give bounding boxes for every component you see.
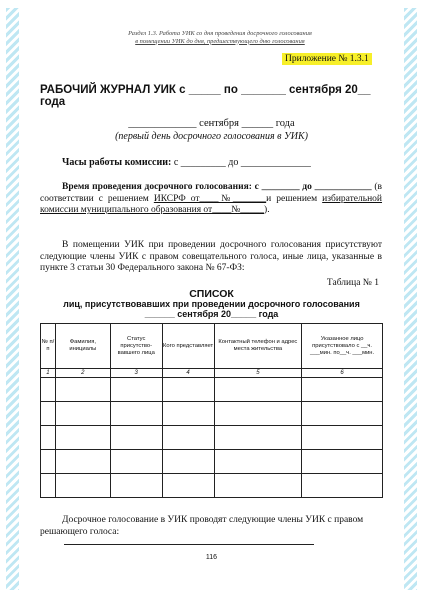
col-number-5: 5 [214,369,302,378]
page-number: 116 [205,554,218,561]
list-date: ______ сентября 20_____ года [144,309,279,319]
appendix-label: Приложение № 1.3.1 [282,53,372,65]
iksrf-decision: ИКСРФ от____№_______ [153,193,267,204]
attendees-paragraph: В помещении УИК при проведении досрочного голосования присутствуют следующие члены УИК с правом совещательного голоса, иные лица, указанные в пункте 3 статьи 30 Федерального закона № 67-ФЗ: [40,240,382,274]
list-title-block [0,289,423,319]
working-hours-value: с _________ до ______________ [173,157,311,168]
list-title: СПИСОК [189,288,234,300]
table-row [41,378,383,402]
col-number-6: 6 [302,369,383,378]
working-hours-label: Часы работы комиссии: [62,157,172,168]
table-number: Таблица № 1 [326,278,379,288]
table-row [41,426,383,450]
date-line: _____________ сентября ______ года [128,118,295,129]
col-header-contact: Контактный телефон и адрес места жительства [214,324,302,369]
col-header-represents: Кого представляет [162,324,214,369]
running-header-line-1: Раздел 1.3. Работа УИК со дня проведения досрочного голосования [128,30,312,37]
running-header [80,30,360,45]
running-header-line-2: в помещении УИК до дня, предшествующего дню голосования [135,37,305,45]
voting-time-text-2: и решением [266,193,323,204]
working-hours [62,157,311,168]
page-title: РАБОЧИЙ ЖУРНАЛ УИК с _____ по _______ сентября 20__ года [40,84,371,108]
table-numbering-row [41,369,383,378]
voting-time-paragraph [40,182,382,217]
voting-members-paragraph: Досрочное голосование в УИК проводят следующие члены УИК с правом решающего голоса: [40,515,364,537]
col-number-3: 3 [110,369,162,378]
col-number-4: 4 [162,369,214,378]
date-caption: (первый день досрочного голосования в УИК) [115,131,308,142]
col-number-1: 1 [41,369,56,378]
signature-line [64,544,314,545]
col-header-presence-time: Указанное лицо присутствовало с __ч. ___мин. по__ч. ___мин. [302,324,383,369]
table-row [41,402,383,426]
municipal-decision: избирательной комиссии муниципального образования от____№_____ [40,193,383,216]
col-number-2: 2 [55,369,110,378]
table-row [41,474,383,498]
table-header-row [41,324,383,369]
attendees-table [40,323,383,498]
table-row [41,450,383,474]
col-header-status: Статус присутство-вавшего лица [110,324,162,369]
list-subtitle: лиц, присутствовавших при проведении досрочного голосования [63,299,360,309]
col-header-name: Фамилия, инициалы [55,324,110,369]
voting-time-text-3: ). [264,205,270,216]
voting-time-bold: Время проведения досрочного голосования: с ________ до ____________ [62,182,372,192]
col-header-number: № п/ п [41,324,56,369]
voting-time-text-1: (в соответствии с решением [40,182,382,204]
